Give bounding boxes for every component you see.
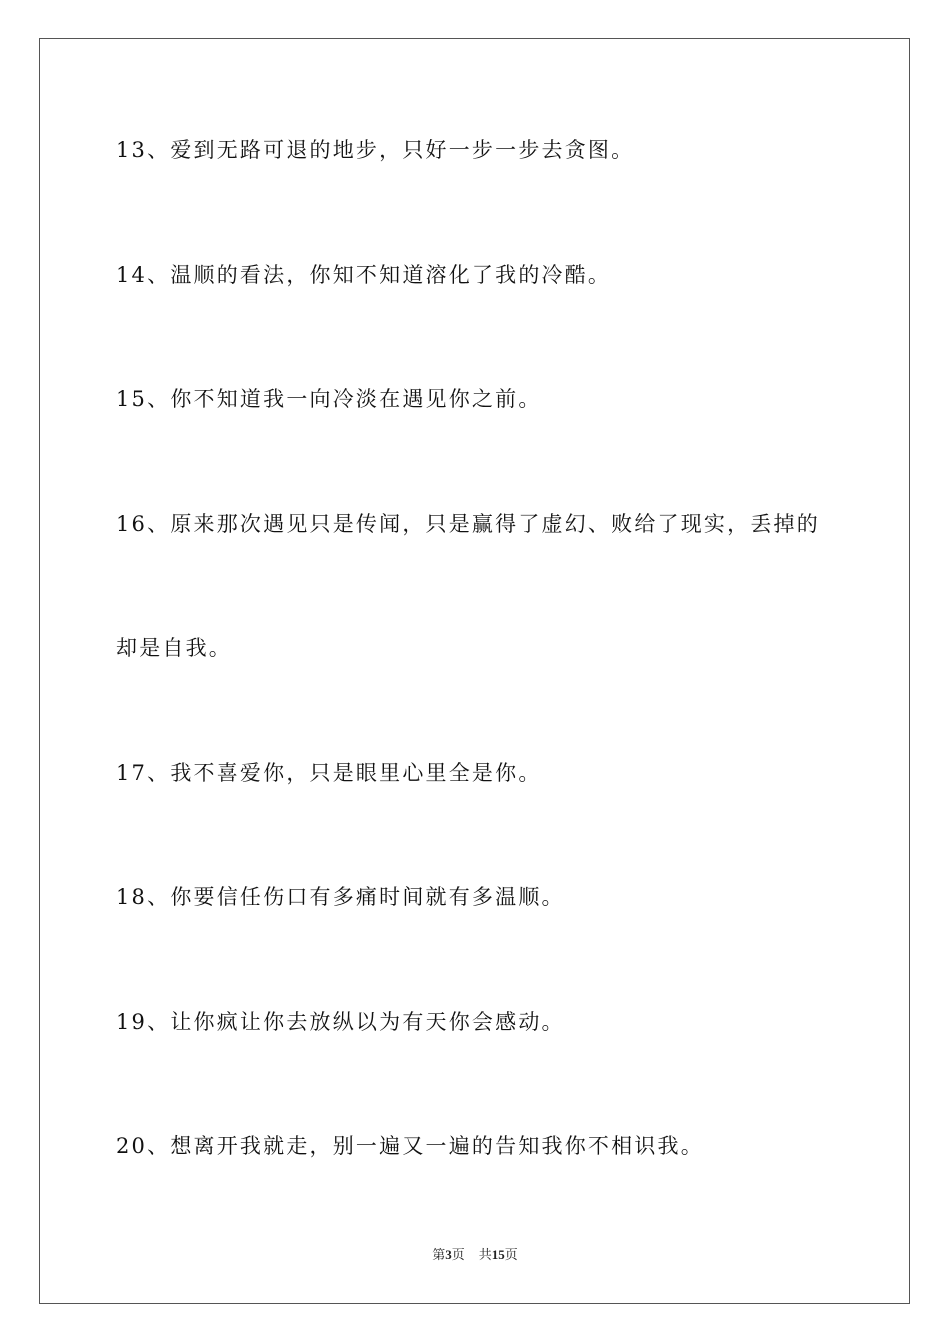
text-line-19: 19、让你疯让你去放纵以为有天你会感动。 bbox=[116, 1010, 565, 1034]
page-border bbox=[39, 38, 910, 1304]
page-prefix: 第 bbox=[432, 1248, 446, 1263]
total-suffix: 页 bbox=[504, 1248, 518, 1263]
page-total: 15 bbox=[491, 1247, 505, 1262]
total-prefix: 共 bbox=[478, 1248, 492, 1263]
page-suffix: 页 bbox=[451, 1248, 465, 1263]
text-line-20: 20、想离开我就走，别一遍又一遍的告知我你不相识我。 bbox=[116, 1134, 704, 1158]
text-line-16: 16、原来那次遇见只是传闻，只是赢得了虚幻、败给了现实，丢掉的 bbox=[116, 512, 820, 536]
text-line-14: 14、温顺的看法，你知不知道溶化了我的冷酷。 bbox=[116, 263, 612, 287]
text-line-15: 15、你不知道我一向冷淡在遇见你之前。 bbox=[116, 387, 542, 411]
text-line-18: 18、你要信任伤口有多痛时间就有多温顺。 bbox=[116, 885, 565, 909]
text-line-13: 13、爱到无路可退的地步，只好一步一步去贪图。 bbox=[116, 138, 635, 162]
text-line-17: 17、我不喜爱你，只是眼里心里全是你。 bbox=[116, 761, 542, 785]
text-line-16-continued: 却是自我。 bbox=[116, 636, 232, 660]
page-current: 3 bbox=[445, 1247, 452, 1262]
page-footer bbox=[0, 1246, 950, 1265]
